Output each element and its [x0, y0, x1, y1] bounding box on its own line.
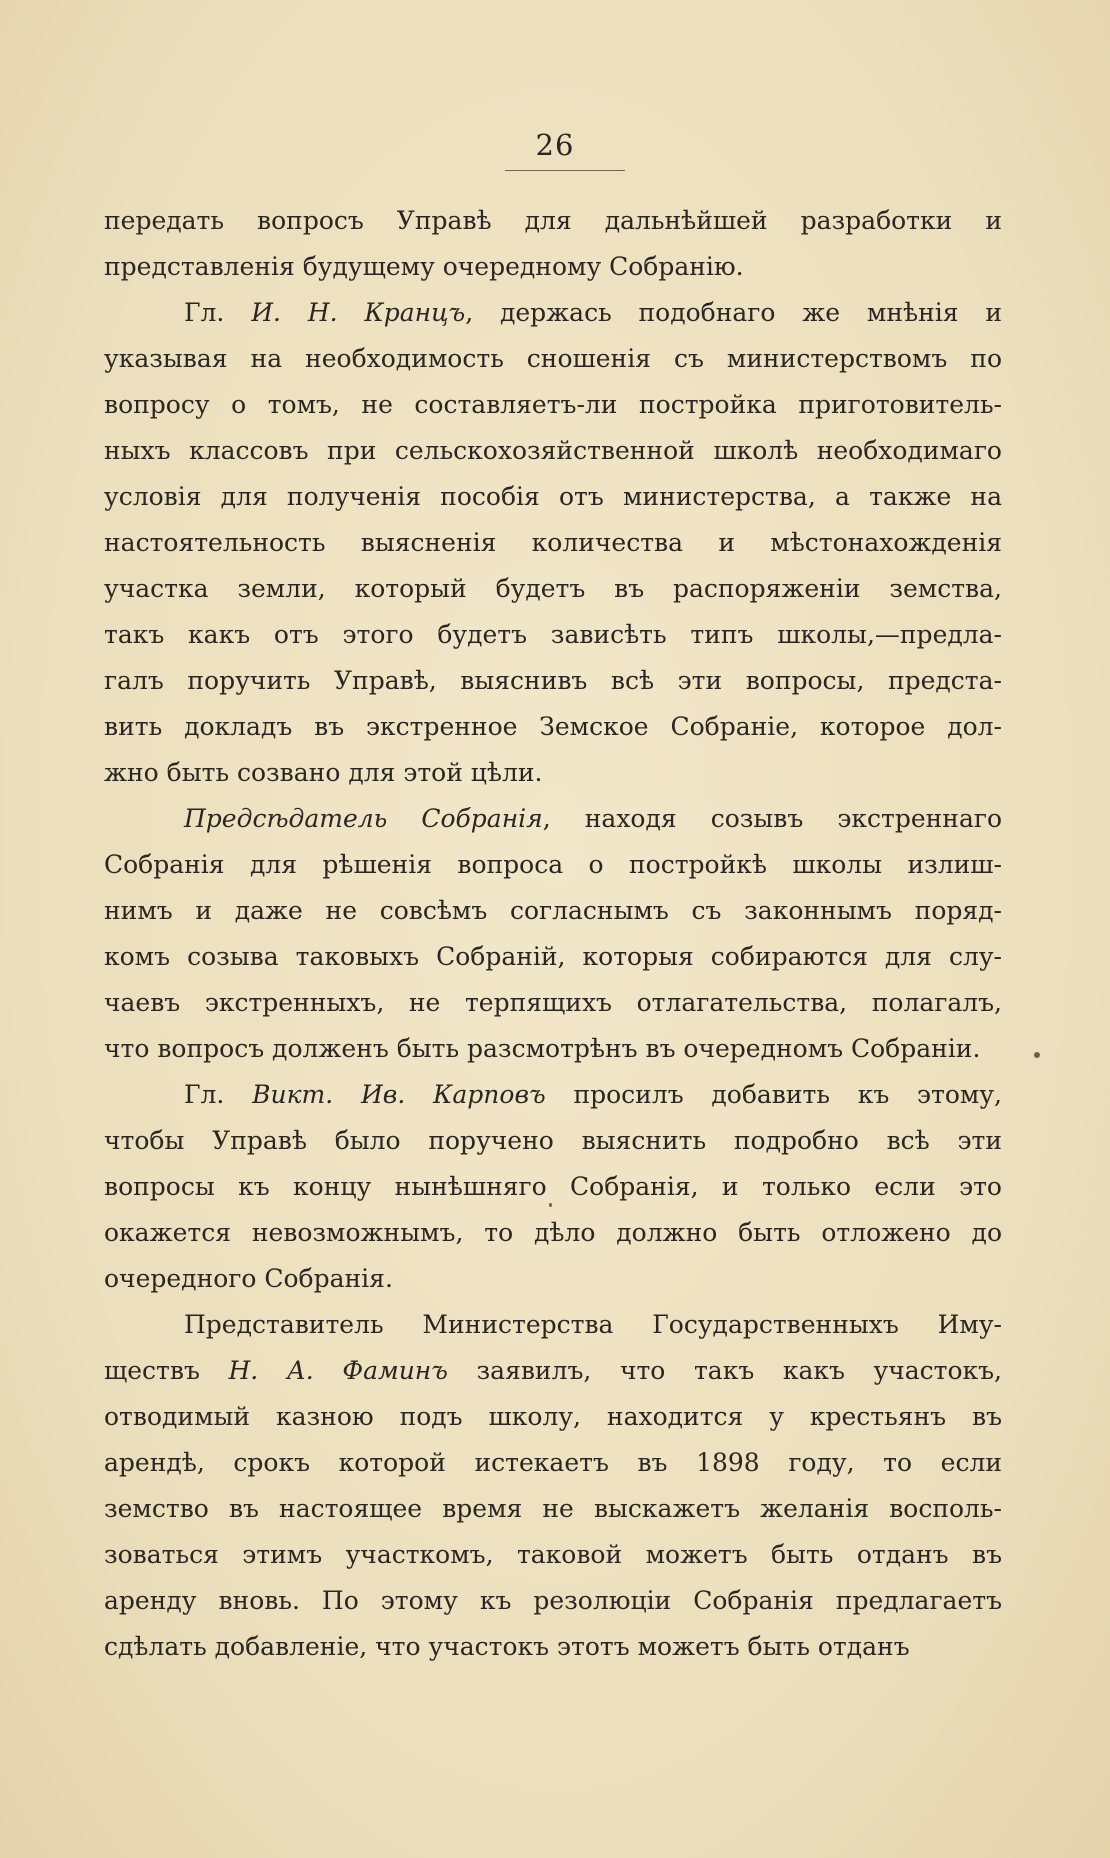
text-line — [104, 198, 1002, 244]
paragraph — [104, 1302, 1002, 1670]
line-text: представленія будущему очередному Собранію. — [104, 252, 744, 281]
page-number: 26 — [535, 128, 575, 162]
line-text: чтобы Управѣ было поручено выяснить подробно всѣ эти — [104, 1126, 1002, 1155]
text-line — [104, 1532, 1002, 1578]
line-text: жно быть созвано для этой цѣли. — [104, 758, 543, 787]
text-line — [104, 1302, 1002, 1348]
text-line — [104, 842, 1002, 888]
text-line — [104, 1624, 1002, 1670]
paragraph — [104, 1072, 1002, 1302]
text-line — [104, 244, 1002, 290]
ink-speck — [549, 1203, 552, 1207]
text-line — [104, 382, 1002, 428]
text-line — [104, 612, 1002, 658]
text-line — [104, 1348, 1002, 1394]
line-text: такъ какъ отъ этого будетъ зависѣть типъ школы,—предла- — [104, 620, 1002, 649]
text-line — [104, 1026, 1002, 1072]
text-line — [104, 796, 1002, 842]
line-text: указывая на необходимость сношенія съ министерствомъ по — [104, 344, 1002, 373]
text-line — [104, 658, 1002, 704]
line-text: сдѣлать добавленіе, что участокъ этотъ можетъ быть отданъ — [104, 1632, 910, 1661]
line-text: комъ созыва таковыхъ Собраній, которыя собираются для слу- — [104, 942, 1002, 971]
text-line — [104, 290, 1002, 336]
line-text: арендѣ, срокъ которой истекаетъ въ 1898 году, то если — [104, 1448, 1002, 1477]
line-text: галъ поручить Управѣ, выяснивъ всѣ эти вопросы, предста- — [104, 666, 1002, 695]
line-text: что вопросъ долженъ быть разсмотрѣнъ въ очередномъ Собраніи. — [104, 1034, 981, 1063]
line-text: участка земли, который будетъ въ распоряженіи земства, — [104, 574, 1002, 603]
line-text: настоятельность выясненія количества и мѣстонахожденія — [104, 528, 1002, 557]
text-line — [104, 750, 1002, 796]
text-line — [104, 1486, 1002, 1532]
line-text: передать вопросъ Управѣ для дальнѣйшей разработки и — [104, 206, 1002, 235]
line-text: очередного Собранія. — [104, 1264, 393, 1293]
text-line — [104, 980, 1002, 1026]
text-line — [104, 934, 1002, 980]
ink-speck — [1034, 1052, 1040, 1058]
line-prefix: Гл. — [184, 298, 252, 327]
text-line — [104, 566, 1002, 612]
line-text: заявилъ, что такъ какъ участокъ, — [447, 1356, 1002, 1385]
text-line — [104, 1072, 1002, 1118]
text-line — [104, 428, 1002, 474]
line-text: вопросу о томъ, не составляетъ-ли постройка приготовитель- — [104, 390, 1002, 419]
text-line — [104, 474, 1002, 520]
text-line — [104, 1440, 1002, 1486]
line-prefix: Гл. — [184, 1080, 253, 1109]
speaker-name: Викт. Ив. Карповъ — [252, 1080, 546, 1109]
line-text: ныхъ классовъ при сельскохозяйственной школѣ необходимаго — [104, 436, 1002, 465]
text-line — [104, 520, 1002, 566]
text-line — [104, 1578, 1002, 1624]
line-text: чаевъ экстренныхъ, не терпящихъ отлагательства, полагалъ, — [104, 988, 1002, 1017]
line-text: просилъ добавить къ этому, — [545, 1080, 1002, 1109]
line-text: нимъ и даже не совсѣмъ согласнымъ съ законнымъ поряд- — [104, 896, 1002, 925]
line-text: окажется невозможнымъ, то дѣло должно быть отложено до — [104, 1218, 1002, 1247]
text-line — [104, 1210, 1002, 1256]
line-text: вопросы къ концу нынѣшняго Собранія, и только если это — [104, 1172, 1002, 1201]
text-line — [104, 888, 1002, 934]
line-text: аренду вновь. По этому къ резолюціи Собранія предлагаетъ — [104, 1586, 1002, 1615]
line-text: условія для полученія пособія отъ министерства, а также на — [104, 482, 1002, 511]
line-text: , держась подобнаго же мнѣнія и — [465, 298, 1002, 327]
speaker-name: Предсѣдатель Собранія — [184, 804, 543, 833]
text-line — [104, 1256, 1002, 1302]
line-text: отводимый казною подъ школу, находится у крестьянъ въ — [104, 1402, 1002, 1431]
speaker-name: И. Н. Кранцъ — [251, 298, 466, 327]
line-text: вить докладъ въ экстренное Земское Собраніе, которое дол- — [104, 712, 1002, 741]
line-text: Представитель Министерства Государственныхъ Иму- — [184, 1310, 1002, 1339]
paragraph — [104, 796, 1002, 1072]
line-text: земство въ настоящее время не выскажетъ желанія восполь- — [104, 1494, 1002, 1523]
page-body-text — [104, 198, 1002, 1670]
paragraph — [104, 198, 1002, 290]
text-line — [104, 336, 1002, 382]
paragraph — [104, 290, 1002, 796]
speaker-name: Н. А. Фаминъ — [228, 1356, 448, 1385]
text-line — [104, 1118, 1002, 1164]
page-number-rule — [505, 170, 625, 171]
text-line — [104, 1394, 1002, 1440]
line-prefix: ществъ — [104, 1356, 229, 1385]
text-line — [104, 1164, 1002, 1210]
line-text: зоваться этимъ участкомъ, таковой можетъ быть отданъ въ — [104, 1540, 1002, 1569]
line-text: Собранія для рѣшенія вопроса о постройкѣ школы излиш- — [104, 850, 1002, 879]
line-text: , находя созывъ экстреннаго — [542, 804, 1002, 833]
text-line — [104, 704, 1002, 750]
